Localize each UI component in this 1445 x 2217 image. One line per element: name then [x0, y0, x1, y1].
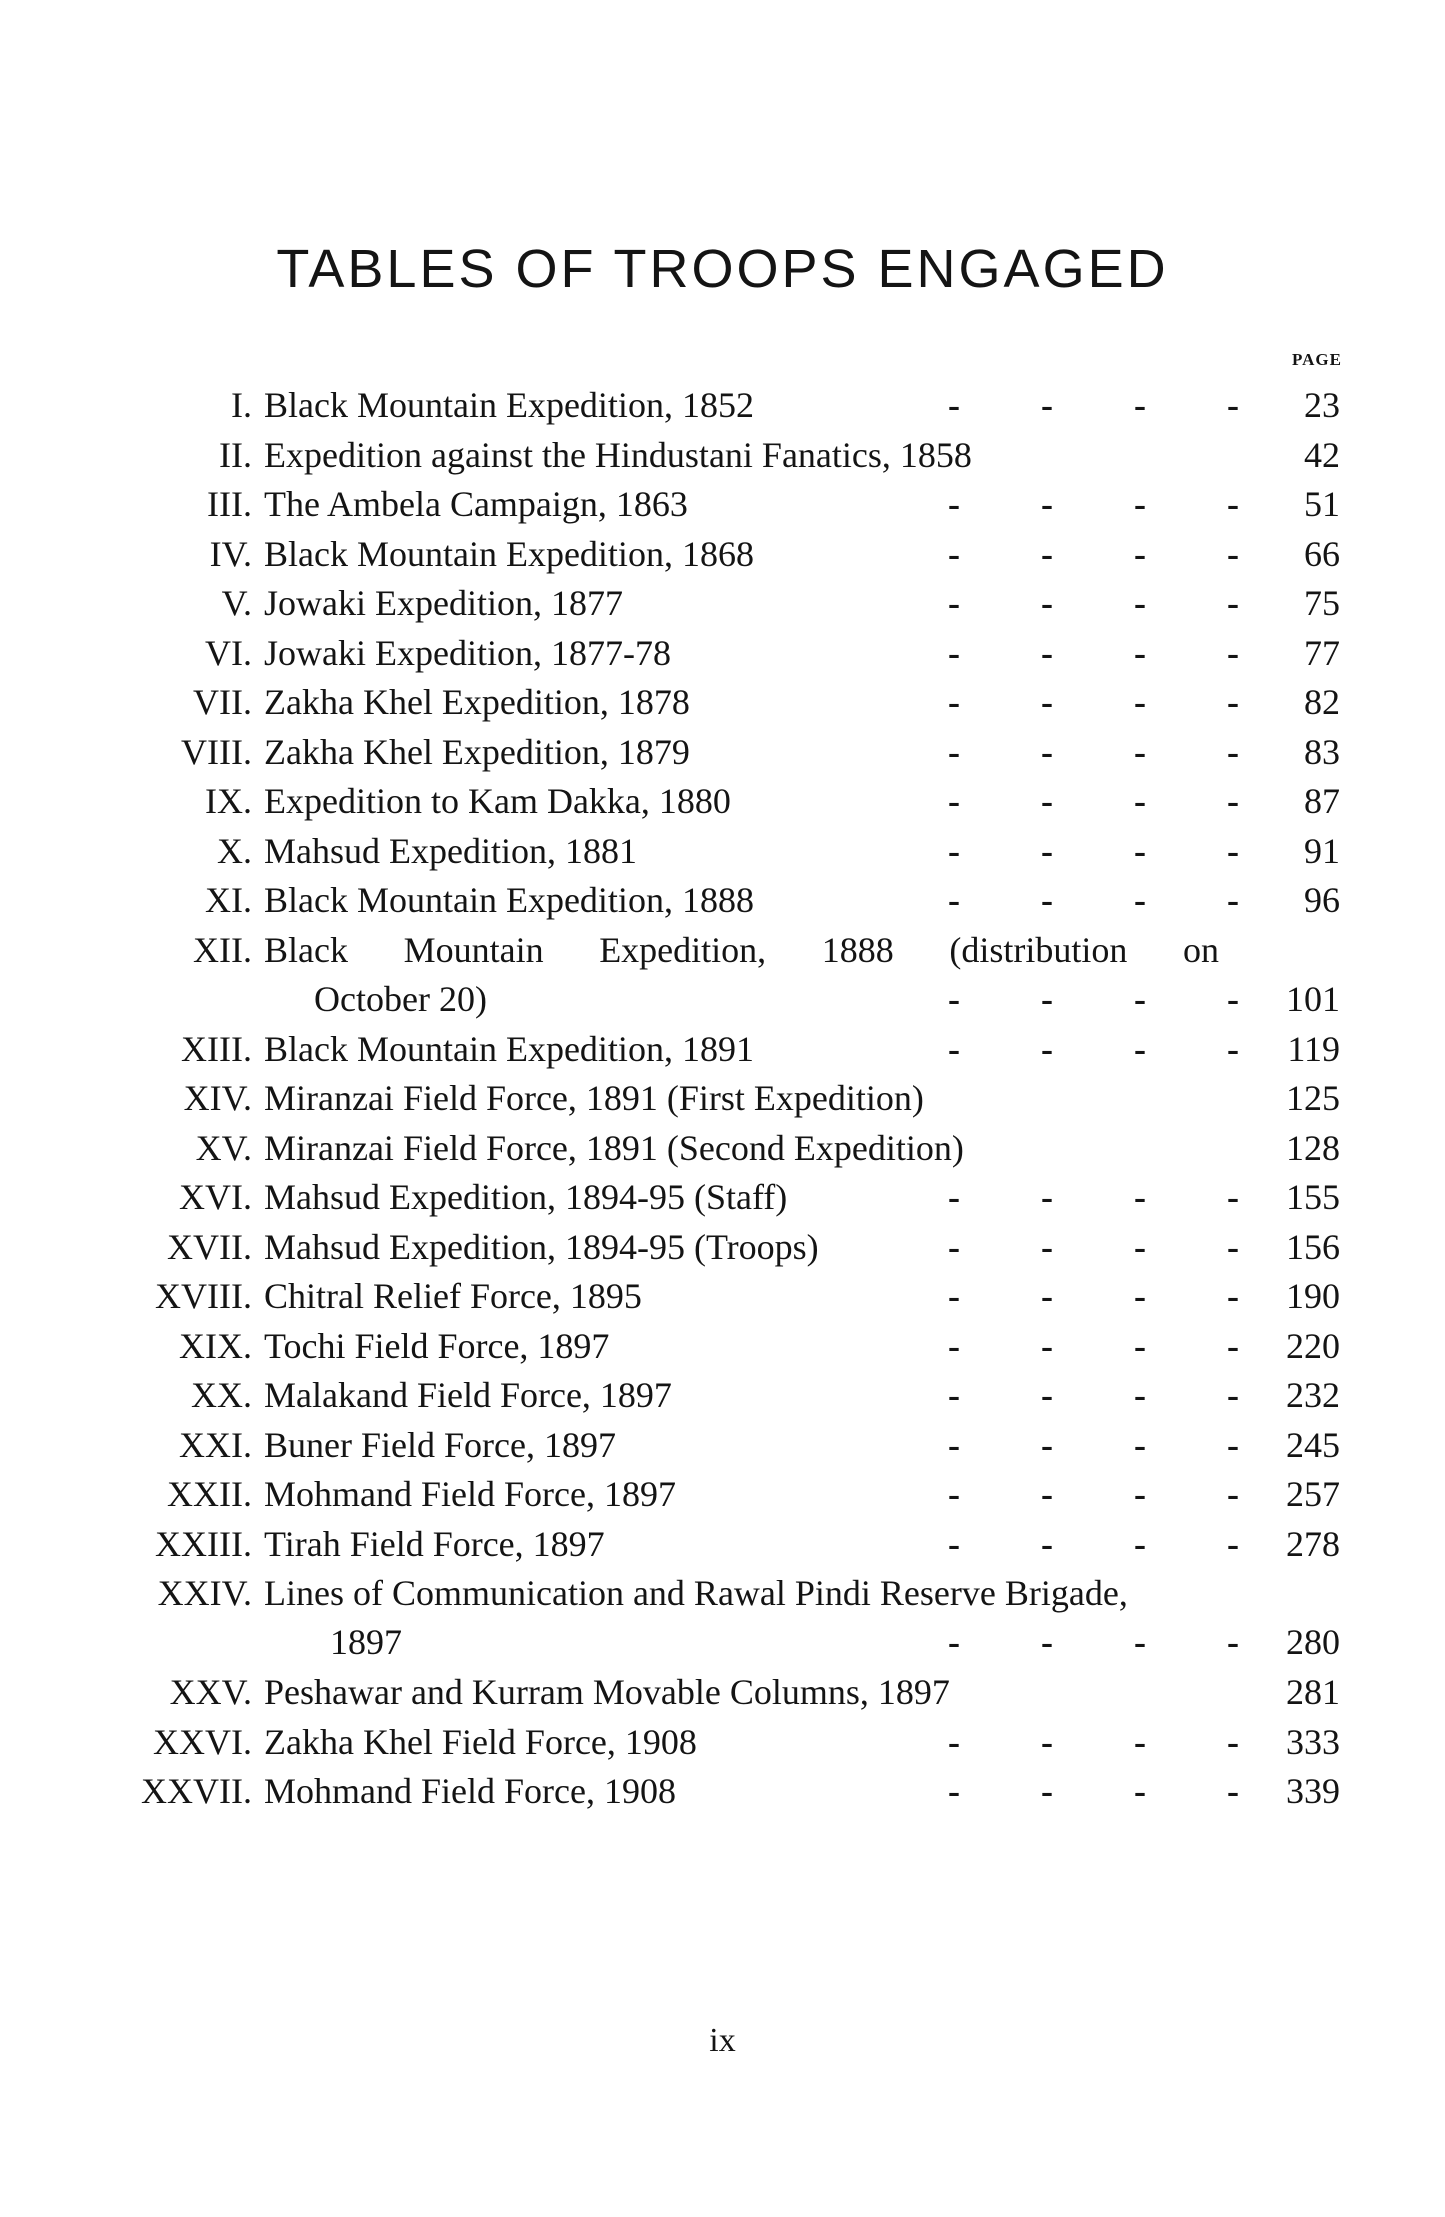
list-item: [0, 1469, 1445, 1519]
list-item: [0, 479, 1445, 529]
entry-number: II.: [219, 434, 252, 475]
entry-title: Zakha Khel Expedition, 1879: [264, 731, 690, 772]
entry-title: Mahsud Expedition, 1894-95 (Staff): [264, 1177, 788, 1217]
entry-page: 77: [1304, 632, 1340, 673]
entry-page: 257: [1286, 1474, 1340, 1514]
dot-leader: - - - -: [948, 978, 1275, 1019]
entry-title: Zakha Khel Field Force, 1908: [264, 1721, 697, 1762]
dot-leader: - - - -: [948, 1523, 1275, 1564]
list-item: [0, 1717, 1445, 1767]
entry-number: XXVI.: [153, 1721, 252, 1762]
entry-page: 220: [1286, 1325, 1340, 1366]
entry-number: XXV.: [169, 1672, 252, 1712]
list-item: [0, 430, 1445, 480]
entry-title: Mahsud Expedition, 1881: [264, 830, 637, 871]
dot-leader: - - - -: [948, 1771, 1275, 1811]
entry-title: Buner Field Force, 1897: [264, 1424, 616, 1465]
entry-number: XXIII.: [155, 1523, 252, 1564]
entry-title: Peshawar and Kurram Movable Columns, 1897: [264, 1672, 950, 1712]
page-column-header: PAGE: [1292, 350, 1342, 369]
entry-number: XVI.: [179, 1177, 252, 1217]
list-item: [0, 1222, 1445, 1272]
list-item: [0, 1568, 1445, 1667]
dot-leader: - - - -: [948, 682, 1275, 722]
entry-page: 278: [1286, 1523, 1340, 1564]
entry-title: Black Mountain Expedition, 1888 (distribution on: [264, 929, 1219, 970]
entry-number: XIII.: [181, 1028, 252, 1069]
entry-page: 125: [1286, 1078, 1340, 1118]
dot-leader: - - - -: [948, 1276, 1275, 1316]
entry-number: IV.: [209, 533, 252, 574]
entry-title: Miranzai Field Force, 1891 (Second Expedition): [264, 1127, 964, 1168]
list-item: [0, 380, 1445, 430]
page-title: TABLES OF TROOPS ENGAGED: [276, 239, 1169, 299]
entry-title: Black Mountain Expedition, 1868: [264, 533, 754, 574]
dot-leader: - - - -: [948, 484, 1275, 524]
entry-number: I.: [231, 385, 252, 425]
entry-title: Mahsud Expedition, 1894-95 (Troops): [264, 1226, 819, 1267]
contents-list: [0, 380, 1445, 1816]
entry-title: Malakand Field Force, 1897: [264, 1375, 672, 1415]
entry-title: The Ambela Campaign, 1863: [264, 484, 688, 524]
entry-number: III.: [207, 484, 252, 524]
entry-page: 333: [1286, 1721, 1340, 1762]
entry-page: 245: [1286, 1424, 1340, 1465]
entry-page: 83: [1304, 731, 1340, 772]
list-item: [0, 1073, 1445, 1123]
entry-page: 75: [1304, 583, 1340, 623]
dot-leader: - - - -: [948, 880, 1275, 920]
entry-page: 91: [1304, 830, 1340, 871]
entry-page: 280: [1286, 1622, 1340, 1662]
entry-title-continuation: 1897: [330, 1622, 402, 1662]
list-item: [0, 925, 1445, 1024]
entry-title: Chitral Relief Force, 1895: [264, 1276, 642, 1316]
dot-leader: - - - -: [948, 1375, 1275, 1415]
entry-title: Expedition against the Hindustani Fanatics, 1858: [264, 434, 972, 475]
list-item: [0, 628, 1445, 678]
entry-title: Zakha Khel Expedition, 1878: [264, 682, 690, 722]
entry-page: 87: [1304, 781, 1340, 821]
dot-leader: - - - -: [948, 731, 1275, 772]
list-item: [0, 826, 1445, 876]
dot-leader: - - - -: [948, 632, 1275, 673]
dot-leader: - - - -: [948, 583, 1275, 623]
entry-number: XII.: [193, 929, 252, 970]
entry-title: Mohmand Field Force, 1908: [264, 1771, 676, 1811]
entry-page: 119: [1287, 1028, 1340, 1069]
entry-title: Miranzai Field Force, 1891 (First Expedition): [264, 1078, 924, 1118]
entry-number: IX.: [205, 781, 252, 821]
list-item: [0, 1519, 1445, 1569]
entry-number: XV.: [195, 1127, 252, 1168]
list-item: [0, 1766, 1445, 1816]
entry-page: 101: [1286, 978, 1340, 1019]
entry-page: 339: [1286, 1771, 1340, 1811]
dot-leader: - - - -: [948, 830, 1275, 871]
entry-number: XXII.: [167, 1474, 252, 1514]
entry-number: XXI.: [179, 1424, 252, 1465]
entry-number: XIX.: [179, 1325, 252, 1366]
entry-title: Jowaki Expedition, 1877-78: [264, 632, 671, 673]
list-item: [0, 727, 1445, 777]
entry-number: XXVII.: [141, 1771, 252, 1811]
list-item: [0, 1024, 1445, 1074]
entry-title: Black Mountain Expedition, 1852: [264, 385, 754, 425]
entry-page: 23: [1304, 385, 1340, 425]
dot-leader: - - - -: [948, 1177, 1275, 1217]
dot-leader: - - - -: [948, 385, 1275, 425]
entry-page: 156: [1286, 1226, 1340, 1267]
entry-title: Black Mountain Expedition, 1891: [264, 1028, 754, 1069]
entry-page: 51: [1304, 484, 1340, 524]
entry-page: 82: [1304, 682, 1340, 722]
entry-page: 232: [1286, 1375, 1340, 1415]
entry-title: Mohmand Field Force, 1897: [264, 1474, 676, 1514]
dot-leader: - - - -: [948, 1325, 1275, 1366]
dot-leader: - - - -: [948, 781, 1275, 821]
entry-number: VII.: [193, 682, 252, 722]
list-item: [0, 677, 1445, 727]
list-item: [0, 1123, 1445, 1173]
entry-number: XVII.: [167, 1226, 252, 1267]
entry-page: 66: [1304, 533, 1340, 574]
entry-title: Lines of Communication and Rawal Pindi Reserve Brigade,: [264, 1573, 1128, 1613]
entry-page: 42: [1304, 434, 1340, 475]
entry-title: Tirah Field Force, 1897: [264, 1523, 605, 1564]
dot-leader: - - - -: [948, 1474, 1275, 1514]
dot-leader: - - - -: [948, 1226, 1275, 1267]
entry-number: XVIII.: [155, 1276, 252, 1316]
dot-leader: - - - -: [948, 533, 1275, 574]
entry-number: XI.: [205, 880, 252, 920]
list-item: [0, 776, 1445, 826]
entry-number: XXIV.: [157, 1573, 252, 1613]
list-item: [0, 1667, 1445, 1717]
dot-leader: - - - -: [948, 1424, 1275, 1465]
dot-leader: - - - -: [948, 1622, 1275, 1662]
list-item: [0, 1172, 1445, 1222]
dot-leader: - - - -: [948, 1028, 1275, 1069]
entry-title: Expedition to Kam Dakka, 1880: [264, 781, 731, 821]
list-item: [0, 529, 1445, 579]
entry-page: 190: [1286, 1276, 1340, 1316]
entry-number: V.: [221, 583, 252, 623]
entry-title-continuation: October 20): [314, 978, 487, 1019]
list-item: [0, 578, 1445, 628]
entry-number: VI.: [205, 632, 252, 673]
entry-page: 128: [1286, 1127, 1340, 1168]
dot-leader: - - - -: [948, 1721, 1275, 1762]
list-item: [0, 1321, 1445, 1371]
list-item: [0, 875, 1445, 925]
entry-page: 155: [1286, 1177, 1340, 1217]
page-number: ix: [709, 2022, 736, 2059]
entry-number: XX.: [191, 1375, 252, 1415]
entry-number: XIV.: [183, 1078, 252, 1118]
list-item: [0, 1420, 1445, 1470]
entry-title: Jowaki Expedition, 1877: [264, 583, 623, 623]
entry-page: 96: [1304, 880, 1340, 920]
entry-number: X.: [217, 830, 252, 871]
entry-title: Black Mountain Expedition, 1888: [264, 880, 754, 920]
entry-number: VIII.: [181, 731, 252, 772]
list-item: [0, 1271, 1445, 1321]
entry-title: Tochi Field Force, 1897: [264, 1325, 610, 1366]
entry-page: 281: [1286, 1672, 1340, 1712]
list-item: [0, 1370, 1445, 1420]
